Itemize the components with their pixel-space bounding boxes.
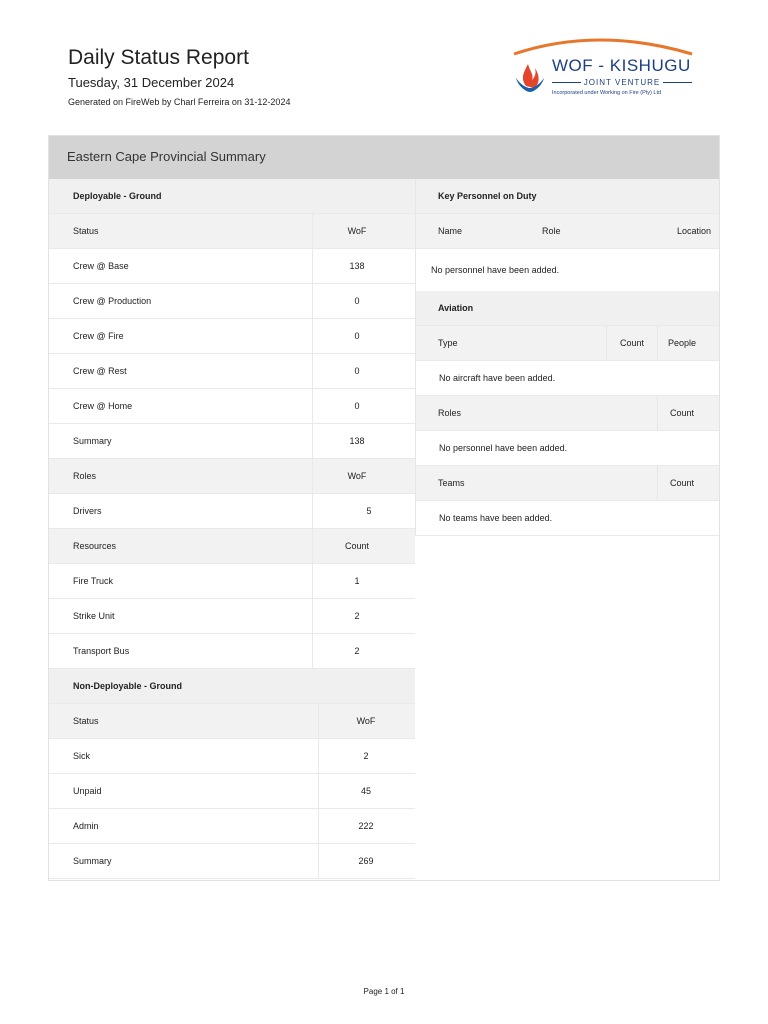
empty-message: No personnel have been added. xyxy=(416,249,719,291)
table-row: Summary 138 xyxy=(49,424,415,459)
generated-note: Generated on FireWeb by Charl Ferreira on 31-12-2024 xyxy=(68,97,291,107)
table-row: Crew @ Rest 0 xyxy=(49,354,415,389)
table-row: Drivers 5 xyxy=(49,494,415,529)
table-row: Fire Truck 1 xyxy=(49,564,415,599)
table-header: Status WoF xyxy=(49,704,415,739)
table-header: Name Role Location xyxy=(416,214,719,249)
logo-main-text: WOF - KISHUGU xyxy=(552,56,691,75)
table-row: Admin 222 xyxy=(49,809,415,844)
table-row: Crew @ Fire 0 xyxy=(49,319,415,354)
page-number: Page 1 of 1 xyxy=(363,987,405,996)
logo-sub-text: JOINT VENTURE xyxy=(552,78,692,87)
summary-header xyxy=(49,136,719,179)
table-header: Teams Count xyxy=(416,466,719,501)
table-header: Type Count People xyxy=(416,326,719,361)
left-column xyxy=(49,179,415,879)
section-header: Key Personnel on Duty xyxy=(416,179,719,214)
table-row: Strike Unit 2 xyxy=(49,599,415,634)
wof-kishugu-logo xyxy=(508,34,694,102)
table-header: Status WoF xyxy=(49,214,415,249)
table-header: Roles WoF xyxy=(49,459,415,494)
table-row: Transport Bus 2 xyxy=(49,634,415,669)
table-row: Sick 2 xyxy=(49,739,415,774)
section-header: Aviation xyxy=(416,291,719,326)
section-header: Non-Deployable - Ground xyxy=(49,669,415,704)
empty-message: No personnel have been added. xyxy=(416,431,719,466)
provincial-summary xyxy=(48,135,720,881)
summary-title: Eastern Cape Provincial Summary xyxy=(67,149,266,164)
logo-tagline: Incorporated under Working on Fire (Pty) Ltd xyxy=(552,90,662,96)
table-row: Crew @ Production 0 xyxy=(49,284,415,319)
report-date: Tuesday, 31 December 2024 xyxy=(68,75,235,90)
table-row: Unpaid 45 xyxy=(49,774,415,809)
report-title: Daily Status Report xyxy=(68,46,249,69)
table-row: Crew @ Home 0 xyxy=(49,389,415,424)
table-header: Resources Count xyxy=(49,529,415,564)
table-row: Summary 269 xyxy=(49,844,415,879)
section-header: Deployable - Ground xyxy=(49,179,415,214)
empty-message: No teams have been added. xyxy=(416,501,719,536)
right-column xyxy=(415,179,719,536)
empty-message: No aircraft have been added. xyxy=(416,361,719,396)
table-header: Roles Count xyxy=(416,396,719,431)
table-row: Crew @ Base 138 xyxy=(49,249,415,284)
